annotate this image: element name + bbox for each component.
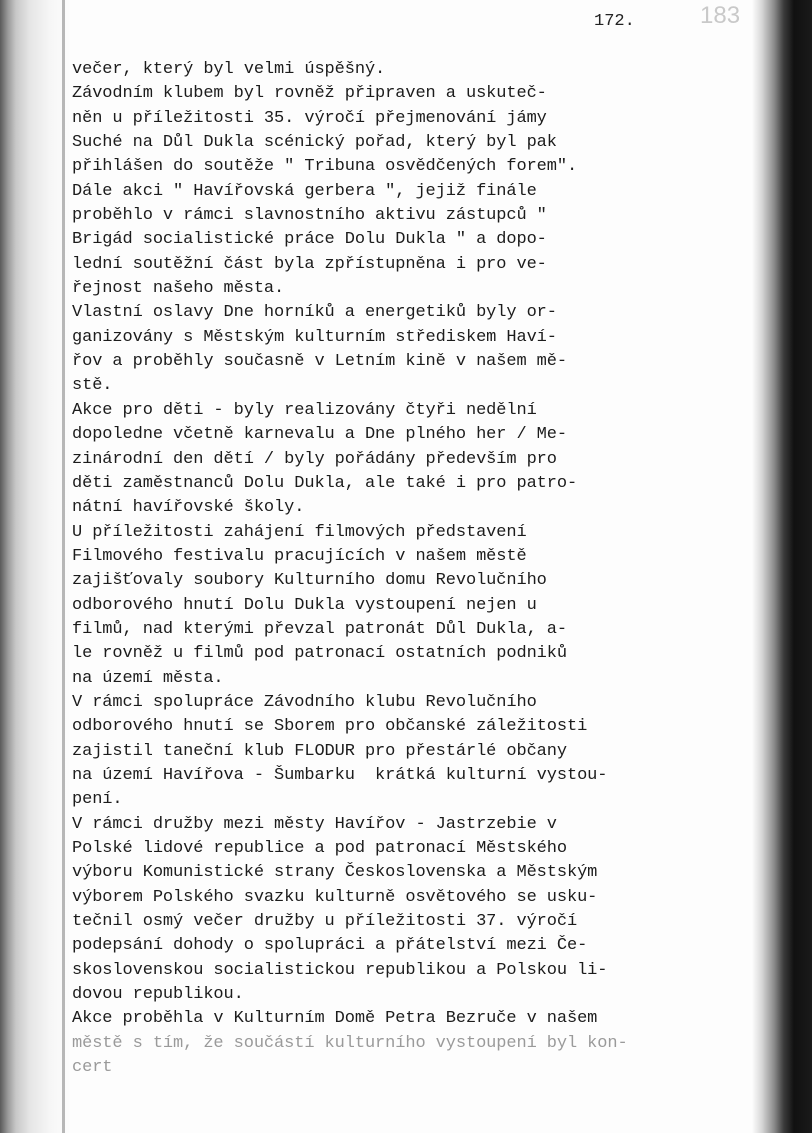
- text-line: výboru Komunistické strany Československa a Městským: [72, 863, 598, 883]
- text-line: Akce pro děti - byly realizovány čtyři nedělní: [72, 400, 537, 420]
- text-line: lední soutěžní část byla zpřístupněna i pro ve-: [72, 254, 547, 274]
- text-line: Brigád socialistické práce Dolu Dukla " a dopo-: [72, 230, 547, 250]
- text-line: městě s tím, že součástí kulturního vystoupení byl kon-: [72, 1033, 628, 1053]
- text-line: V rámci družby mezi městy Havířov - Jastrzebie v: [72, 814, 557, 834]
- text-line: Filmového festivalu pracujících v našem městě: [72, 546, 527, 566]
- text-line: odborového hnutí se Sborem pro občanské záležitosti: [72, 717, 588, 737]
- text-line: přihlášen do soutěže " Tribuna osvědčených forem".: [72, 157, 578, 177]
- archive-stamp-number: 183: [700, 2, 741, 29]
- text-line: řov a proběhly současně v Letním kině v našem mě-: [72, 352, 567, 372]
- text-line: něn u příležitosti 35. výročí přejmenování jámy: [72, 108, 547, 128]
- text-line: tečnil osmý večer družby u příležitosti 37. výročí: [72, 912, 578, 932]
- text-line: zajistil taneční klub FLODUR pro přestárlé občany: [72, 741, 567, 761]
- scan-left-edge-line: [62, 0, 65, 1133]
- typewritten-body: [72, 58, 632, 1080]
- text-line: dopoledne včetně karnevalu a Dne plného her / Me-: [72, 425, 567, 445]
- text-line: na území města.: [72, 668, 224, 688]
- text-line: zinárodní den dětí / byly pořádány především pro: [72, 449, 557, 469]
- page-number: 172.: [594, 12, 635, 31]
- text-line: zajišťovaly soubory Kulturního domu Revolučního: [72, 571, 547, 591]
- text-line: U příležitosti zahájení filmových představení: [72, 522, 527, 542]
- text-line: na území Havířova - Šumbarku krátká kulturní vystou-: [72, 765, 608, 785]
- text-line: V rámci spolupráce Závodního klubu Revolučního: [72, 692, 537, 712]
- scan-right-edge-shadow: [752, 0, 812, 1133]
- text-line: skoslovenskou socialistickou republikou a Polskou li-: [72, 960, 608, 980]
- text-line: cert: [72, 1058, 113, 1078]
- text-line: Závodním klubem byl rovněž připraven a uskuteč-: [72, 84, 547, 104]
- text-line: le rovněž u filmů pod patronací ostatních podniků: [72, 644, 567, 664]
- text-line: odborového hnutí Dolu Dukla vystoupení nejen u: [72, 595, 537, 615]
- scan-left-edge-shadow: [0, 0, 70, 1133]
- text-line: Polské lidové republice a pod patronací Městského: [72, 839, 567, 858]
- text-line: děti zaměstnanců Dolu Dukla, ale také i pro patro-: [72, 473, 578, 493]
- text-line: řejnost našeho města.: [72, 279, 285, 299]
- text-line: Suché na Důl Dukla scénický pořad, který byl pak: [72, 133, 557, 153]
- text-line: Akce proběhla v Kulturním Domě Petra Bezruče v našem: [72, 1009, 598, 1029]
- text-line: večer, který byl velmi úspěšný.: [72, 60, 386, 79]
- text-line: ganizovány s Městským kulturním střediskem Haví-: [72, 327, 557, 347]
- text-line: Dále akci " Havířovská gerbera ", jejiž finále: [72, 181, 537, 201]
- text-line: výborem Polského svazku kulturně osvětového se usku-: [72, 887, 598, 907]
- text-line: dovou republikou.: [72, 985, 244, 1005]
- text-line: pení.: [72, 790, 123, 810]
- text-line: nátní havířovské školy.: [72, 498, 305, 518]
- text-line: podepsání dohody o spolupráci a přátelství mezi Če-: [72, 936, 588, 956]
- text-line: proběhlo v rámci slavnostního aktivu zástupců ": [72, 206, 547, 226]
- text-line: stě.: [72, 376, 113, 396]
- text-line: Vlastní oslavy Dne horníků a energetiků byly or-: [72, 303, 557, 323]
- text-line: filmů, nad kterými převzal patronát Důl Dukla, a-: [72, 619, 567, 639]
